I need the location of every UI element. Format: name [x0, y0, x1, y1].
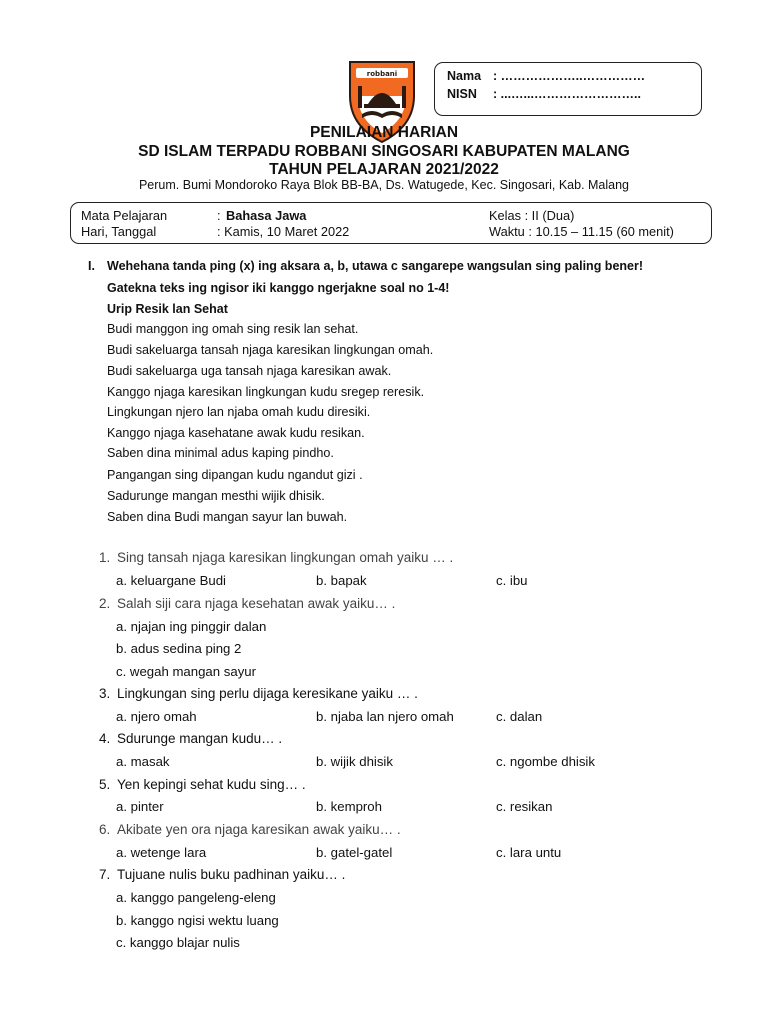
- question-4: 4. Sdurunge mangan kudu… .: [99, 731, 283, 746]
- instruction-text: Wehehana tanda ping (x) ing aksara a, b, utawa c sangarepe wangsulan sing paling bener!: [107, 259, 644, 273]
- section-numeral: I.: [88, 259, 95, 273]
- class-info: Kelas : II (Dua): [489, 208, 575, 223]
- document-title: PENILAIAN HARIAN: [309, 124, 459, 141]
- option-3b[interactable]: b. njaba lan njero omah: [316, 709, 454, 724]
- option-1a[interactable]: a. keluargane Budi: [116, 573, 226, 588]
- time-info: Waktu : 10.15 – 11.15 (60 menit): [489, 224, 674, 239]
- story-line: Kanggo njaga karesikan lingkungan kudu sregep reresik.: [107, 385, 425, 399]
- subject-separator: :: [217, 208, 221, 223]
- question-6: 6. Akibate yen ora njaga karesikan awak yaiku… .: [99, 822, 401, 837]
- story-line: Sadurunge mangan mesthi wijik dhisik.: [107, 489, 325, 503]
- subject-label: Mata Pelajaran: [81, 208, 168, 223]
- story-line: Kanggo njaga kasehatane awak kudu resikan.: [107, 426, 365, 440]
- logo-banner-text: robbani: [366, 70, 398, 78]
- option-2b[interactable]: b. adus sedina ping 2: [116, 641, 242, 656]
- option-6c[interactable]: c. lara untu: [496, 845, 562, 860]
- option-5b[interactable]: b. kemproh: [316, 799, 382, 814]
- option-5a[interactable]: a. pinter: [116, 799, 164, 814]
- option-1c[interactable]: c. ibu: [496, 573, 528, 588]
- option-3c[interactable]: c. dalan: [496, 709, 543, 724]
- identity-row-nisn: [447, 87, 641, 101]
- question-5: 5. Yen kepingi sehat kudu sing… .: [99, 777, 306, 792]
- reading-instruction: Gatekna teks ing ngisor iki kanggo ngerjakne soal no 1-4!: [107, 281, 450, 295]
- question-7: 7. Tujuane nulis buku padhinan yaiku… .: [99, 867, 346, 882]
- nisn-field[interactable]: : ...…...……………………..: [493, 87, 641, 101]
- story-title: Urip Resik lan Sehat: [107, 302, 228, 316]
- option-3a[interactable]: a. njero omah: [116, 709, 197, 724]
- option-6a[interactable]: a. wetenge lara: [116, 845, 207, 860]
- nisn-label: NISN: [447, 87, 477, 101]
- name-label: Nama: [447, 69, 482, 83]
- academic-year: TAHUN PELAJARAN 2021/2022: [269, 161, 499, 178]
- option-2c[interactable]: c. wegah mangan sayur: [116, 664, 257, 679]
- date-label: Hari, Tanggal: [81, 224, 157, 239]
- option-6b[interactable]: b. gatel-gatel: [316, 845, 393, 860]
- story-line: Lingkungan njero lan njaba omah kudu diresiki.: [107, 405, 371, 419]
- school-name: SD ISLAM TERPADU ROBBANI SINGOSARI KABUPATEN MALANG: [138, 143, 630, 160]
- question-3: 3. Lingkungan sing perlu dijaga keresikane yaiku … .: [99, 686, 418, 701]
- option-1b[interactable]: b. bapak: [316, 573, 367, 588]
- option-7a[interactable]: a. kanggo pangeleng-eleng: [116, 890, 276, 905]
- option-5c[interactable]: c. resikan: [496, 799, 553, 814]
- subject-value: Bahasa Jawa: [226, 208, 307, 223]
- story-line: Saben dina minimal adus kaping pindho.: [107, 446, 334, 460]
- story-line: Budi sakeluarga tansah njaga karesikan lingkungan omah.: [107, 343, 434, 357]
- story-line: Budi sakeluarga uga tansah njaga karesikan awak.: [107, 364, 392, 378]
- story-line: Saben dina Budi mangan sayur lan buwah.: [107, 510, 348, 524]
- question-1: 1. Sing tansah njaga karesikan lingkungan omah yaiku … .: [99, 550, 454, 565]
- school-address: Perum. Bumi Mondoroko Raya Blok BB-BA, Ds. Watugede, Kec. Singosari, Kab. Malang: [138, 178, 630, 192]
- question-2: 2. Salah siji cara njaga kesehatan awak yaiku… .: [99, 596, 396, 611]
- story-line: Pangangan sing dipangan kudu ngandut gizi .: [107, 468, 363, 482]
- option-7c[interactable]: c. kanggo blajar nulis: [116, 935, 240, 950]
- story-line: Budi manggon ing omah sing resik lan sehat.: [107, 322, 359, 336]
- option-4c[interactable]: c. ngombe dhisik: [496, 754, 595, 769]
- name-field[interactable]: : ………………..……………: [493, 69, 646, 83]
- option-7b[interactable]: b. kanggo ngisi wektu luang: [116, 913, 279, 928]
- section-instruction: [88, 259, 643, 273]
- option-4a[interactable]: a. masak: [116, 754, 170, 769]
- student-identity-box: [434, 62, 702, 116]
- identity-row-name: [447, 69, 645, 83]
- option-2a[interactable]: a. njajan ing pinggir dalan: [116, 619, 267, 634]
- date-value: : Kamis, 10 Maret 2022: [217, 224, 350, 239]
- exam-info-box: [70, 202, 712, 244]
- option-4b[interactable]: b. wijik dhisik: [316, 754, 393, 769]
